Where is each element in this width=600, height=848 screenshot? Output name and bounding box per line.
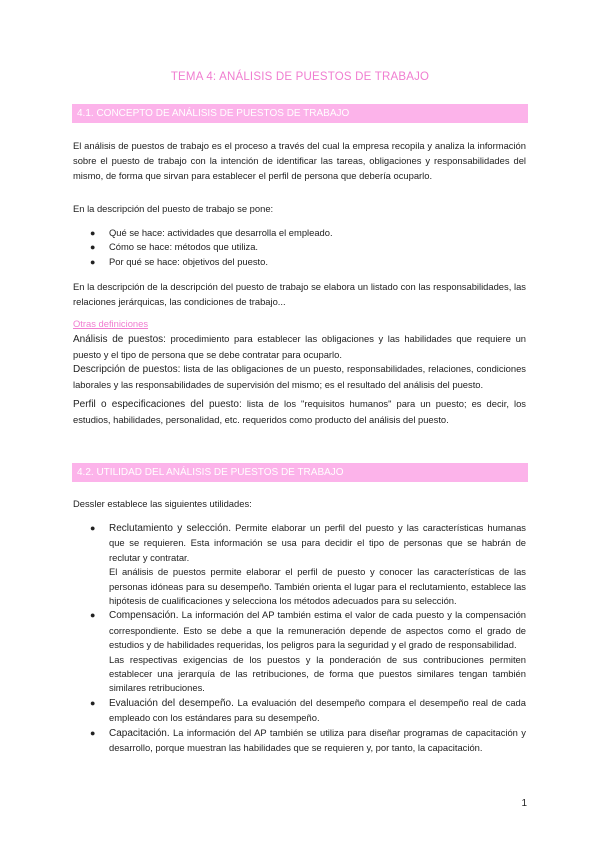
bullet-icon: ● (90, 610, 96, 621)
section-1-paragraph-3: En la descripción de la descripción del puesto de trabajo se elabora un listado con las responsabilidades, las relaciones jerárquicas, las condiciones de trabajo... (73, 281, 526, 308)
bullet-icon: ● (90, 242, 96, 253)
list-item (73, 521, 526, 608)
definition-analisis (73, 331, 526, 362)
item-extra: Las respectivas exigencias de los puestos y la ponderación de sus contribuciones permiten establecer una jerarquía de las retribuciones, de forma que puestos similares tengan también similares retribuciones. (109, 653, 526, 694)
item-term: Evaluación del desempeño. (109, 697, 234, 709)
definition-term: Perfil o especificaciones del puesto: (73, 399, 242, 410)
item-term: Compensación. (109, 610, 179, 622)
bullet-icon: ● (90, 727, 96, 738)
section-2-heading: 4.2. UTILIDAD DEL ANÁLISIS DE PUESTOS DE TRABAJO (72, 463, 528, 482)
section-1-paragraph-2: En la descripción del puesto de trabajo se pone: (73, 203, 274, 214)
item-text: Permite elaborar un perfil del puesto y las características humanas que se requieren. Esta información se usa para decidir el tipo de personas que se habrán de reclutar y contratar. (109, 522, 526, 563)
definition-text: lista de las obligaciones de un puesto, responsabilidades, relaciones, condiciones laborales y las responsabilidades de supervisión del mismo; es el resultado del análisis del puesto. (73, 363, 526, 391)
definition-text: lista de los "requisitos humanos" para un puesto; es decir, los estudios, habilidades, personalidad, etc. requeridos como producto del análisis del puesto. (73, 398, 526, 426)
definition-perfil (73, 396, 526, 427)
section-1-paragraph-1: El análisis de puestos de trabajo es el proceso a través del cual la empresa recopila y analiza la información sobre el puesto de trabajo con la intención de identificar las tareas, obligaciones y responsabilidades del mismo, de forma que sirvan para establecer el perfil de persona que debería ocuparlo. (73, 140, 526, 182)
item-term: Reclutamiento y selección. (109, 523, 231, 534)
bullet-icon: ● (90, 523, 96, 533)
section-1-bullet-list (73, 226, 526, 269)
list-item (73, 608, 526, 695)
document-title: TEMA 4: ANÁLISIS DE PUESTOS DE TRABAJO (170, 71, 430, 83)
list-item: ● Por qué se hace: objetivos del puesto. (73, 255, 526, 269)
definition-term: Análisis de puestos: (73, 334, 166, 345)
list-item: ● Cómo se hace: métodos que utiliza. (73, 240, 526, 254)
item-text: La información del AP también se utiliza para diseñar programas de capacitación y desarrollo, porque muestran las habilidades que se requieren y, por tanto, la capacitación. (109, 726, 526, 754)
item-text: La información del AP también estima el valor de cada puesto y la compensación correspondiente. Esto se debe a que la remuneración depende de aspectos como el grado de estudios y de habilidades requeridas, los peligros para la seguridad y el grado de responsabilidad. (109, 609, 526, 651)
definition-term: Descripción de puestos: (73, 364, 181, 375)
item-term: Capacitación. (109, 727, 170, 739)
bullet-icon: ● (90, 697, 96, 708)
bullet-icon: ● (90, 256, 96, 267)
page-number: 1 (521, 798, 527, 809)
bullet-icon: ● (90, 228, 96, 238)
definition-descripcion (73, 361, 526, 392)
other-definitions-link[interactable]: Otras definiciones (73, 318, 149, 329)
list-item (73, 696, 526, 726)
item-text: La evaluación del desempeño compara el desempeño real de cada empleado con los estándares para su desempeño. (109, 696, 526, 724)
item-extra: El análisis de puestos permite elaborar el perfil de puesto y conocer las características de las personas idóneas para su desempeño. También orienta el lugar para el reclutamiento, establece las hipótesis de cualificaciones y selecciona los métodos adecuados para su selección. (109, 566, 526, 607)
definition-text: procedimiento para establecer las obligaciones y las habilidades que requiere un puesto y el tipo de persona que se debe contratar para ocuparlo. (73, 333, 526, 361)
list-item (73, 726, 526, 756)
list-item: ● Qué se hace: actividades que desarrolla el empleado. (73, 226, 526, 240)
section-1-heading: 4.1. CONCEPTO DE ANÁLISIS DE PUESTOS DE TRABAJO (72, 104, 528, 123)
section-2-intro: Dessler establece las siguientes utilidades: (73, 498, 252, 509)
section-2-bullet-list (73, 521, 526, 756)
